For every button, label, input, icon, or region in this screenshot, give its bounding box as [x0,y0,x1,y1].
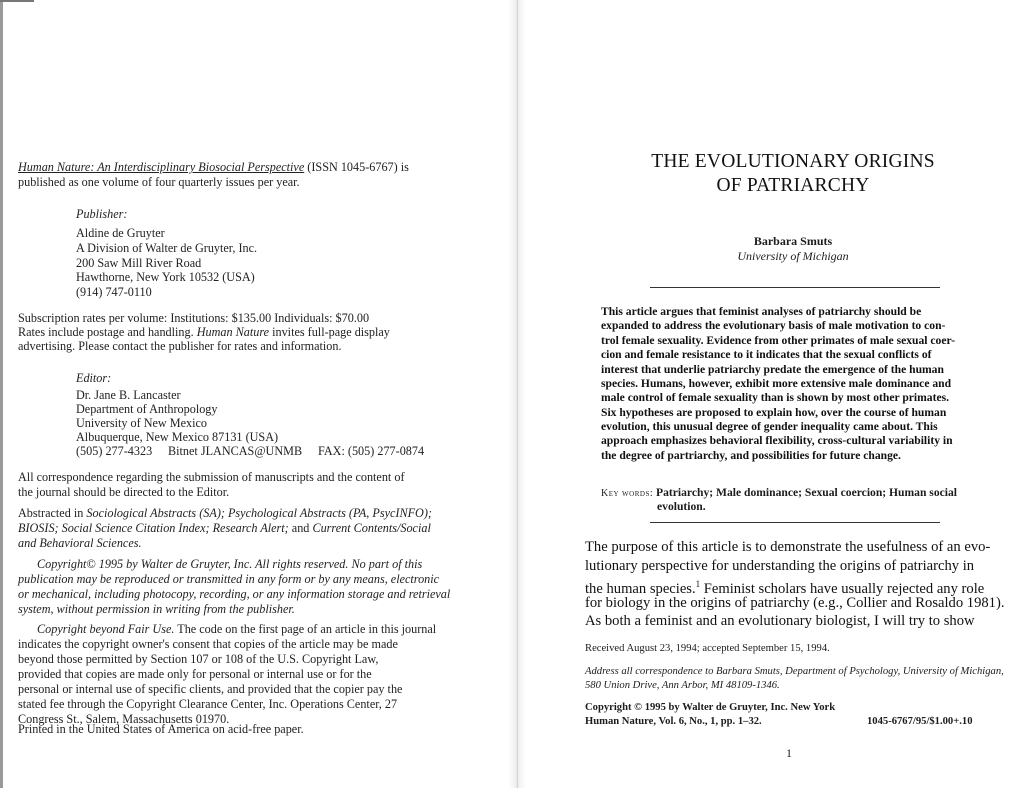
body-line: lutionary perspective for understanding the origins of patriarchy in [585,558,975,574]
publisher-line: Hawthorne, New York 10532 (USA) [76,270,255,284]
abstract-bottom-rule [650,522,940,523]
article-title-line-2: OF PATRIARCHY [716,175,870,196]
abstract-line: expanded to address the evolutionary basis of male motivation to con- [601,319,946,332]
publisher-line: A Division of Walter de Gruyter, Inc. [76,241,258,255]
copyright-notice: or mechanical, including photocopy, recording, or any information storage and retrieval [18,587,451,601]
scan-top-mark [0,0,34,2]
abstracted-line: Abstracted in Sociological Abstracts (SA); Psychological Abstracts (PA, PsycINFO); [18,506,432,520]
article-code: 1045-6767/95/$1.00+.10 [867,716,973,727]
journal-title: Human Nature: An Interdisciplinary Biosocial Perspective [18,160,305,174]
body-line: the human species.$^1$ Feminist scholars have usually rejected any role [585,579,985,597]
journal-statement-line-1: Human Nature: An Interdisciplinary Biosocial Perspective (ISSN 1045-6767) is [18,160,409,174]
scan-edge [0,0,3,788]
editor-line: Department of Anthropology [76,402,218,416]
page-number: 1 [786,746,792,760]
editor-label: Editor: [76,371,112,385]
copyright-line: Copyright © 1995 by Walter de Gruyter, Inc. New York [585,702,836,713]
rates-line: Rates include postage and handling. Human Nature invites full-page display [18,325,390,339]
advertising-line: advertising. Please contact the publisher for rates and information. [18,339,342,353]
article-title-line-1: THE EVOLUTIONARY ORIGINS [651,151,935,172]
abstract-line: trol female sexuality. Evidence from other primates of male sexual coer- [601,334,956,347]
fair-use-line: beyond those permitted by Section 107 or 108 of the U.S. Copyright Law, [18,652,379,666]
abstract-line: Six hypotheses are proposed to explain how, over the course of human [601,406,947,419]
correspondence-address: 580 Union Drive, Ann Arbor, MI 48109-1346. [585,680,780,691]
abstract-line: evolution, this unusual degree of gender inequality came about. This [601,420,938,433]
publisher-line: Aldine de Gruyter [76,226,165,240]
fair-use-line: personal or internal use of specific clients, and provided that the copier pay the [18,682,403,696]
keywords-line-1: Key words: Patriarchy; Male dominance; Sexual coercion; Human social [601,486,958,499]
author-affiliation: University of Michigan [737,249,849,263]
gutter-fold [517,0,518,788]
fair-use-line: Congress St., Salem, Massachusetts 01970. [18,712,230,726]
correspondence-address: Address all correspondence to Barbara Smuts, Department of Psychology, University of Michigan, [585,666,1004,677]
fair-use-line: indicates the copyright owner's consent that copies of the article may be made [18,637,398,651]
abstract-line: cion and female resistance to it indicates that the sexual conflicts of [601,348,932,361]
keywords-label: Key words: [601,488,654,499]
abstract-line: interest that underlie patriarchy predate the emergence of the human [601,363,944,376]
fair-use-line: provided that copies are made only for personal or internal use or for the [18,667,372,681]
subscription-rates: Subscription rates per volume: Institutions: $135.00 Individuals: $70.00 [18,311,370,325]
publisher-label: Publisher: [76,207,128,221]
keywords-line-2: evolution. [657,500,706,513]
abstract-line: approach emphasizes behavioral flexibility, cross-cultural variability in [601,434,953,447]
abstracted-line: and Behavioral Sciences. [18,536,142,550]
received-dates: Received August 23, 1994; accepted September 15, 1994. [585,643,830,654]
abstract-line: the degree of partriarchy, and possibilities for future change. [601,449,901,462]
footnote-marker: 1 [695,579,701,589]
printed-line: Printed in the United States of America on acid-free paper. [18,722,304,736]
editor-line: Dr. Jane B. Lancaster [76,388,181,402]
publisher-line: (914) 747-0110 [76,285,152,299]
correspondence-line: All correspondence regarding the submission of manuscripts and the content of [18,470,405,484]
publisher-line: 200 Saw Mill River Road [76,256,202,270]
copyright-notice: publication may be reproduced or transmitted in any form or by any means, electronic [18,572,440,586]
abstract-line: male control of female sexuality than is shown by most other primates. [601,391,950,404]
journal-statement-line-2: published as one volume of four quarterly issues per year. [18,175,300,189]
abstract-top-rule [650,287,940,288]
copyright-notice: system, without permission in writing from the publisher. [18,602,295,616]
editor-bitnet: Bitnet JLANCAS@UNMB [168,444,303,458]
body-line: The purpose of this article is to demonstrate the usefulness of an evo- [585,539,991,555]
author-name: Barbara Smuts [753,234,833,248]
fair-use-line: stated fee through the Copyright Clearance Center, Inc. Operations Center, 27 [18,697,398,711]
abstracted-line: BIOSIS; Social Science Citation Index; Research Alert; and Current Contents/Social [18,521,431,535]
editor-line: University of New Mexico [76,416,207,430]
copyright-notice: Copyright© 1995 by Walter de Gruyter, Inc. All rights reserved. No part of this [37,557,423,571]
editor-phone: (505) 277-4323 [76,444,153,458]
abstract-line: species. Humans, however, exhibit more extensive male dominance and [601,377,952,390]
body-line: for biology in the origins of patriarchy (e.g., Collier and Rosaldo 1981). [585,595,1005,611]
editor-line: Albuquerque, New Mexico 87131 (USA) [76,430,279,444]
fair-use-line: Copyright beyond Fair Use. The code on the first page of an article in this journal [37,622,437,636]
abstract-line: This article argues that feminist analyses of patriarchy should be [601,305,922,318]
correspondence-line: the journal should be directed to the Editor. [18,485,230,499]
editor-fax: FAX: (505) 277-0874 [318,444,425,458]
citation-line: Human Nature, Vol. 6, No., 1, pp. 1–32. [585,716,762,727]
body-line: As both a feminist and an evolutionary biologist, I will try to show [585,613,975,629]
